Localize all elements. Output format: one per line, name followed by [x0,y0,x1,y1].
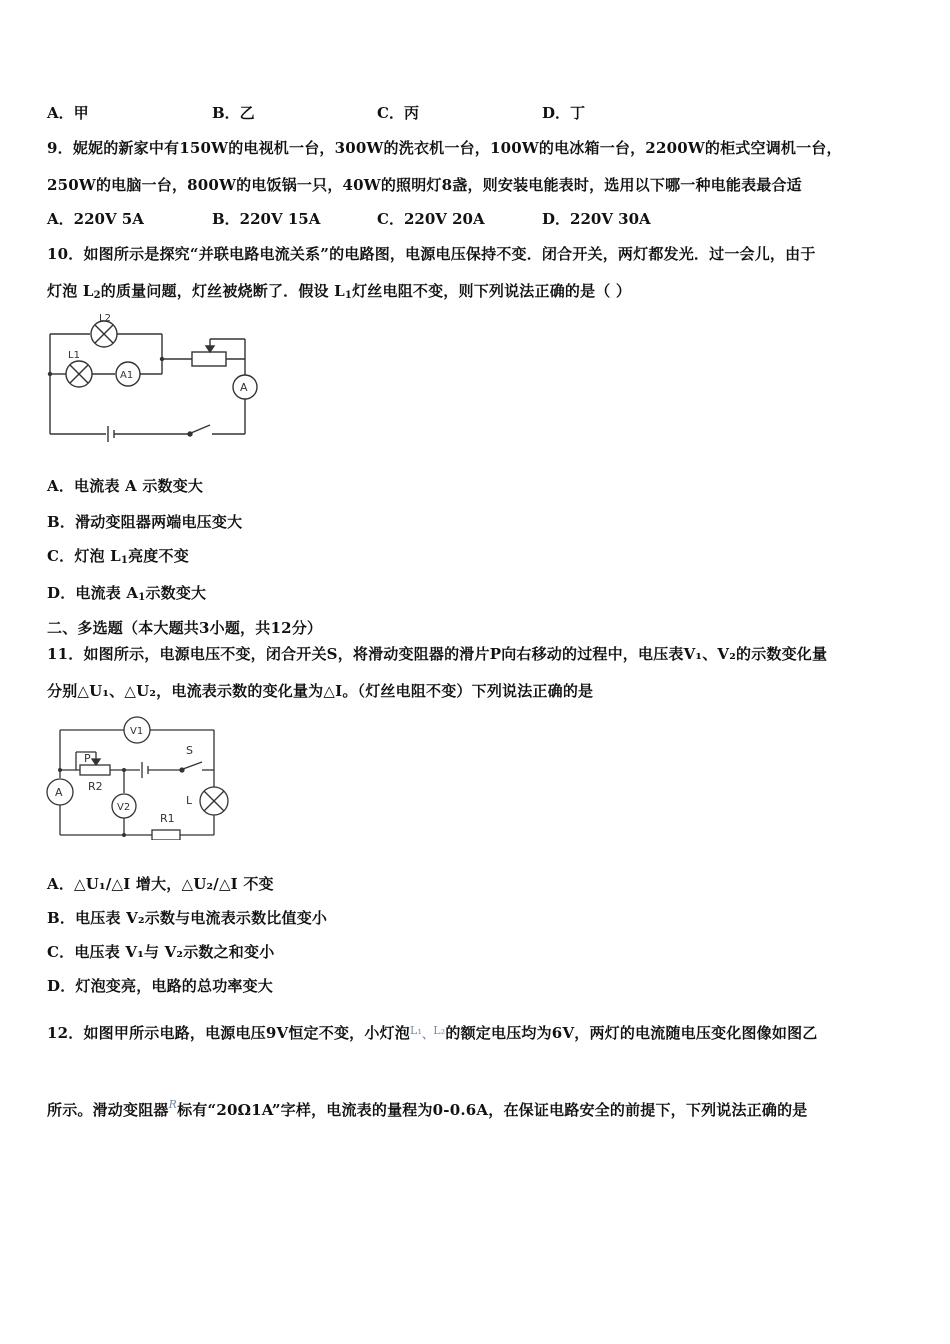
q11-label-p: P [84,752,91,765]
q8-option-a: A．甲 [47,104,89,122]
q11-circuit-diagram [44,712,239,840]
q9-option-a: A．220V 5A [47,210,144,228]
q11-text-line2: 分别△U₁、△U₂，电流表示数的变化量为△I。（灯丝电阻不变）下列说法正确的是 [47,682,594,700]
q12-l2-inline-image: L₂ [433,1024,446,1037]
q11-label-v1: V1 [130,726,144,737]
q9-text-line1: 9．妮妮的新家中有150W的电视机一台，300W的洗衣机一台，100W的电冰箱一台，2200W的柜式空调机一台， [47,139,842,157]
q9-option-c: C．220V 20A [377,210,485,228]
q10-option-a: A．电流表 A 示数变大 [47,477,204,495]
q11-option-b: B．电压表 V₂示数与电流表示数比值变小 [47,909,328,927]
q10-option-b: B．滑动变阻器两端电压变大 [47,513,243,531]
q11-label-r1: R1 [160,812,175,825]
q12-l1-inline-image: L₁ [409,1024,423,1037]
q8-option-d: D．丁 [542,104,586,122]
q10-text-line2: 灯泡 $L_2$的质量问题，灯丝被烧断了．假设 $L_1$灯丝电阻不变，则下列说法正确的是（ ） [47,282,632,301]
q9-option-b: B．220V 15A [212,210,321,228]
q11-option-a: A．△U₁/△I 增大，△U₂/△I 不变 [47,875,274,893]
q8-option-b: B．乙 [212,104,255,122]
q9-text-line2: 250W的电脑一台，800W的电饭锅一只，40W的照明灯8盏，则安装电能表时，选用以下哪一种电能表最合适 [47,176,802,194]
q11-label-l: L [186,794,193,807]
q11-option-d: D．灯泡变亮，电路的总功率变大 [47,977,274,995]
q10-label-a: A [240,381,248,394]
q11-label-r2: R2 [88,780,103,793]
q10-option-c: C．灯泡 $L_1$亮度不变 [47,547,189,566]
q12-text-line2: 所示。滑动变阻器$^R$标有“20Ω1A”字样，电流表的量程为0-0.6A，在保证电路安全的前提下，下列说法正确的是 [47,1098,808,1119]
q10-option-d: D．电流表 $A_1$示数变大 [47,584,207,603]
q11-label-a: A [55,786,63,799]
q11-label-s: S [186,744,193,757]
q11-label-v2: V2 [117,802,131,813]
q10-text-line1: 10．如图所示是探究“并联电路电流关系”的电路图，电源电压保持不变．闭合开关，两灯都发光．过一会儿，由于 [47,245,816,263]
q12-r-inline-image: R [168,1098,178,1111]
q10-circuit-diagram [44,312,264,442]
q11-text-line1: 11．如图所示，电源电压不变，闭合开关S，将滑动变阻器的滑片P向右移动的过程中，电压表V₁、V₂的示数变化量 [47,645,828,663]
q8-option-c: C．丙 [377,104,419,122]
q10-label-l1: L1 [68,350,80,361]
q11-option-c: C．电压表 V₁与 V₂示数之和变小 [47,943,275,961]
q9-option-d: D．220V 30A [542,210,651,228]
q12-text-line1: 12．如图甲所示电路，电源电压9V恒定不变，小灯泡$^{L_1}$、$^{L_2}$的额定电压均为6V，两灯的电流随电压变化图像如图乙 [47,1024,818,1042]
q10-label-l2: L2 [99,313,111,324]
section-heading: 二、多选题（本大题共3小题，共12分） [47,619,323,637]
q10-label-a1: A1 [120,370,134,381]
